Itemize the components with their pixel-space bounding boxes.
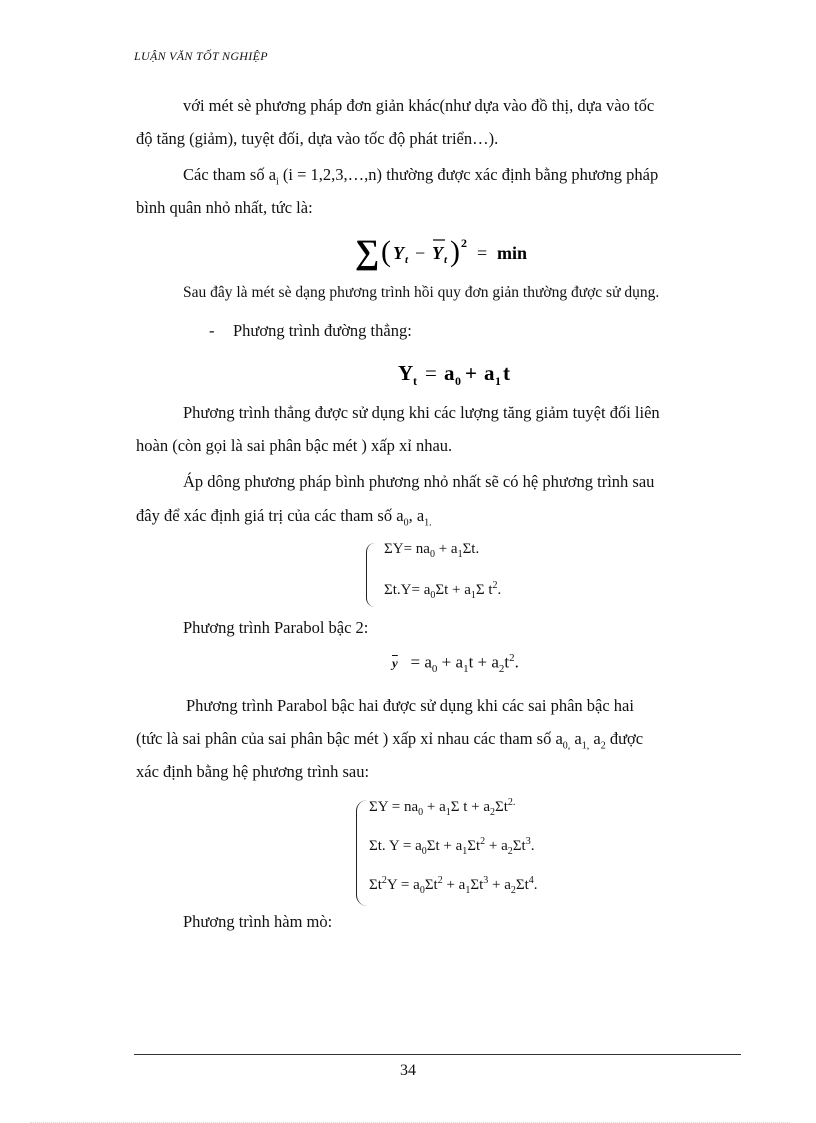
svg-text:Y: Y	[398, 361, 414, 385]
system-2-eq-3: $\Sigma t^2Y = a_0\Sigma t^2 + a_1\Sigma t^3 + a_2\Sigma t^4$.	[369, 875, 538, 896]
paragraph-7-line-3: xác định bằng hệ phương trình sau:	[136, 762, 370, 781]
paragraph-7-end: được	[609, 729, 644, 748]
page-number: 34	[400, 1062, 416, 1079]
svg-text:t: t	[444, 254, 448, 266]
formula-svg	[355, 232, 555, 272]
svg-text:t: t	[503, 361, 510, 385]
paragraph-1-line-2: độ tăng (giảm), tuyệt đối, dựa vào tốc độ phát triển…).	[136, 129, 499, 148]
paragraph-7-line-1: Phương trình Parabol bậc hai được sử dụng khi các sai phân bậc hai	[186, 696, 634, 715]
svg-text:1: 1	[495, 374, 501, 388]
bullet-dash: -	[209, 321, 215, 340]
svg-text:): )	[450, 235, 460, 268]
svg-text:Y: Y	[393, 243, 404, 263]
system-2-eq-1: $\Sigma Y = na_0 + a_1\Sigma$ $t + a_2\Sigma t^{2.}$	[369, 797, 516, 818]
paragraph-5-text: đây để xác định giá trị của các tham số	[136, 506, 393, 525]
running-header: LUẬN VĂN TỐT NGHIỆP	[134, 49, 268, 63]
svg-text:2: 2	[461, 236, 467, 250]
svg-text:−: −	[415, 243, 426, 263]
bullet-text: Phương trình đường thẳng:	[233, 321, 412, 340]
paragraph-1-line-1: với mét sè phương pháp đơn giản khác(như dựa vào đồ thị, dựa vào tốc	[183, 96, 655, 115]
least-squares-formula	[355, 232, 555, 277]
parabola-equation: $\overline{y} = a_0 + a_1t + a_2t^2$.	[392, 652, 519, 676]
svg-text:0: 0	[455, 374, 461, 388]
system-1-eq-2: $\Sigma t.Y= a_0\Sigma t + a_1\Sigma$ $t^2$.	[384, 580, 502, 601]
system-1-brace	[366, 543, 375, 607]
system-2-brace	[356, 800, 367, 906]
system-2-eq-2: Σt. $Y = a_0\Sigma t + a_1\Sigma t^2 + a_2\Sigma t^3$.	[369, 836, 535, 857]
paragraph-4-line-1: Phương trình thẳng được sử dụng khi các lượng tăng giảm tuyệt đối liên	[183, 403, 660, 422]
paragraph-2-text: thường được xác định bằng phương pháp	[386, 165, 659, 184]
parabola-y: $\overline{y}$	[392, 655, 398, 671]
paragraph-4-line-2: hoàn (còn gọi là sai phân bậc mét ) xấp xỉ nhau.	[136, 436, 453, 455]
paragraph-7-text: (tức là sai phân của sai phân bậc mét ) xấp xỉ nhau các tham số	[136, 729, 552, 748]
paragraph-2-line-2: bình quân nhỏ nhất, tức là:	[136, 198, 313, 217]
svg-text:t: t	[413, 374, 417, 388]
svg-text:Y: Y	[432, 243, 443, 263]
svg-text:a: a	[444, 361, 455, 385]
svg-text:=: =	[477, 243, 488, 263]
paragraph-3: Sau đây là mét sè dạng phương trình hồi quy đơn giản thường được sử dụng.	[183, 284, 660, 301]
system-1-eq-1: $\Sigma Y= na_0 + a_1\Sigma t$.	[384, 541, 480, 560]
svg-text:+: +	[465, 361, 477, 385]
paragraph-5-line-1: Áp dông phương pháp bình phương nhỏ nhất sẽ có hệ phương trình sau	[183, 472, 655, 491]
svg-text:t: t	[405, 254, 409, 266]
paragraph-8: Phương trình hàm mò:	[183, 912, 333, 931]
footer-rule	[134, 1054, 741, 1055]
paragraph-6: Phương trình Parabol bậc 2:	[183, 618, 369, 637]
paragraph-7-line-2: (tức là sai phân của sai phân bậc mét ) xấp xỉ nhau các tham số $a_{0,}$ $a_{1,}$ $a_2$ được	[136, 729, 644, 752]
paragraph-5-line-2: đây để xác định giá trị của các tham số $a_0$, $a_{1.}$	[136, 506, 432, 529]
svg-text:∑: ∑	[355, 234, 380, 271]
linear-equation	[398, 356, 528, 395]
svg-text:(: (	[381, 235, 391, 268]
linear-equation-svg	[398, 356, 528, 390]
svg-text:=: =	[425, 361, 437, 385]
svg-text:min: min	[497, 243, 528, 263]
paragraph-2-line-1: Các tham số $a_i$ (i = 1,2,3,…,n) thường được xác định bằng phương pháp	[183, 165, 659, 188]
svg-text:a: a	[484, 361, 495, 385]
